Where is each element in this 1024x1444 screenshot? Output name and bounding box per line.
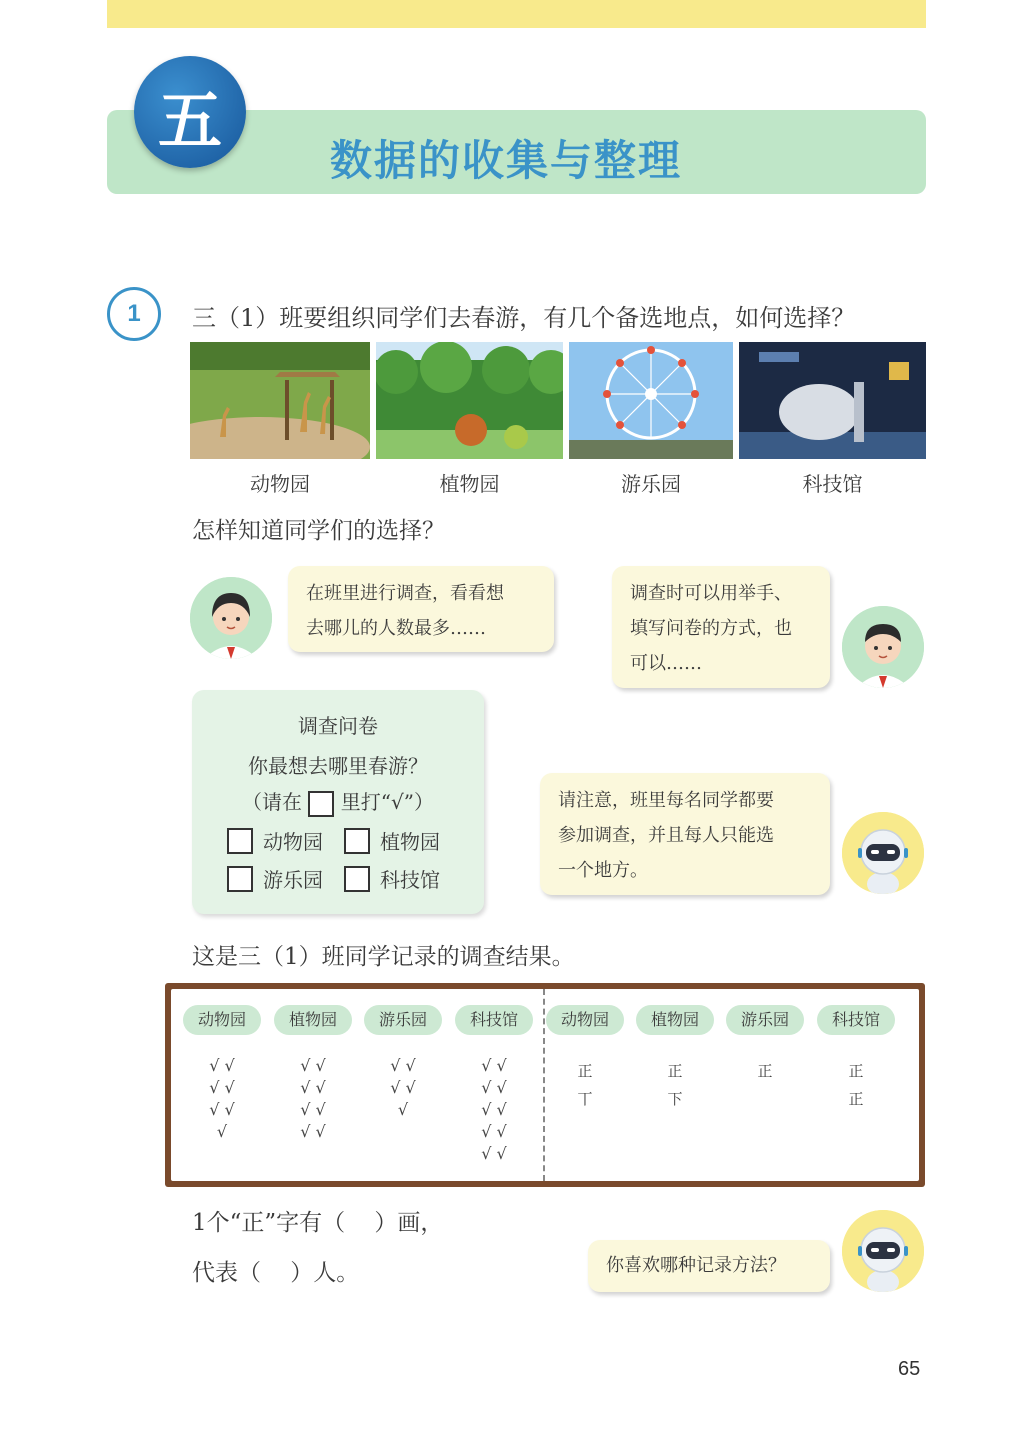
boy-speech-bubble <box>612 566 830 688</box>
survey-instruction <box>192 786 484 817</box>
zheng-header-zoo: 动物园 <box>546 1005 624 1035</box>
zheng-tally-botanical-garden: 正 下 <box>667 1062 683 1108</box>
survey-question: 你最想去哪里春游？ <box>248 754 428 778</box>
chapter-number-badge <box>134 56 246 168</box>
survey-record-board <box>165 983 925 1187</box>
survey-instruction-suffix: 里打“√”） <box>340 790 434 814</box>
robot-avatar <box>842 812 924 894</box>
top-color-strip <box>107 0 926 28</box>
option-label: 科技馆 <box>380 868 440 892</box>
option-checkbox[interactable] <box>227 828 253 854</box>
boy-avatar <box>842 606 924 688</box>
place-label-botanical-garden: 植物园 <box>439 472 500 496</box>
girl-avatar <box>190 577 272 659</box>
survey-questionnaire-card <box>192 690 484 914</box>
robot-note-bubble <box>540 773 830 895</box>
question-number-badge <box>107 287 161 341</box>
option-checkbox[interactable] <box>227 866 253 892</box>
survey-option-amusement-park[interactable] <box>227 864 323 893</box>
zoo-photo <box>190 342 370 459</box>
question-number: 1 <box>127 300 141 327</box>
science-museum-photo <box>739 342 926 459</box>
zheng-header-amusement-park: 游乐园 <box>726 1005 804 1035</box>
zheng-tally-zoo: 正 丅 <box>577 1062 593 1108</box>
zheng-header-botanical-garden: 植物园 <box>636 1005 714 1035</box>
chapter-number: 五 <box>158 84 222 159</box>
record-board-divider <box>543 989 545 1181</box>
checkmark-header-zoo: 动物园 <box>183 1005 261 1035</box>
checkmark-header-amusement-park: 游乐园 <box>364 1005 442 1035</box>
checkmark-tally-science-museum: √ √ √ √ √ √ √ √ √ √ <box>481 1056 507 1163</box>
robot-avatar-bottom <box>842 1210 924 1292</box>
survey-option-botanical-garden[interactable] <box>344 826 440 855</box>
girl-bubble-line-2: 去哪儿的人数最多…… <box>306 618 486 639</box>
place-label-science-museum: 科技馆 <box>802 472 863 496</box>
how-question-text: 怎样知道同学们的选择？ <box>192 518 445 544</box>
record-board-surface <box>171 989 919 1181</box>
girl-speech-bubble <box>288 566 554 652</box>
robot-question-text: 你喜欢哪种记录方法？ <box>606 1255 786 1276</box>
boy-bubble-line-3: 可以…… <box>630 653 702 674</box>
checkmark-header-botanical-garden: 植物园 <box>274 1005 352 1035</box>
checkmark-tally-zoo: √ √ √ √ √ √ √ <box>209 1056 235 1141</box>
zheng-header-science-museum: 科技馆 <box>817 1005 895 1035</box>
checkmark-header-science-museum: 科技馆 <box>455 1005 533 1035</box>
boy-bubble-line-1: 调查时可以用举手、 <box>630 583 792 604</box>
boy-bubble-line-2: 填写问卷的方式，也 <box>630 618 792 639</box>
survey-option-science-museum[interactable] <box>344 864 440 893</box>
option-checkbox[interactable] <box>344 866 370 892</box>
robot-note-line-2: 参加调查，并且每人只能选 <box>558 825 774 846</box>
place-label-amusement-park: 游乐园 <box>621 472 681 496</box>
robot-note-line-1: 请注意，班里每名同学都要 <box>558 790 774 811</box>
option-label: 游乐园 <box>263 868 323 892</box>
robot-note-line-3: 一个地方。 <box>558 860 648 881</box>
page-number: 65 <box>898 1358 921 1380</box>
question-text: 三（1）班要组织同学们去春游，有几个备选地点，如何选择？ <box>192 304 856 332</box>
result-intro-text: 这是三（1）班同学记录的调查结果。 <box>192 944 575 970</box>
checkmark-tally-amusement-park: √ √ √ √ √ <box>390 1056 416 1119</box>
zheng-tally-science-museum: 正 正 <box>848 1062 864 1108</box>
robot-question-bubble <box>588 1240 830 1292</box>
survey-title: 调查问卷 <box>298 714 378 738</box>
survey-instruction-prefix: （请在 <box>242 790 303 814</box>
fill-blank-question-2: 代表（ ）人。 <box>192 1260 360 1286</box>
amusement-park-photo <box>569 342 733 459</box>
option-checkbox[interactable] <box>344 828 370 854</box>
fill-blank-question-1: 1个“正”字有（ ）画， <box>192 1210 444 1236</box>
zheng-tally-amusement-park: 正 <box>757 1062 773 1080</box>
survey-option-zoo[interactable] <box>227 826 323 855</box>
option-label: 植物园 <box>380 830 440 854</box>
instruction-checkbox-icon <box>308 791 334 817</box>
botanical-garden-photo <box>376 342 563 459</box>
option-label: 动物园 <box>263 830 323 854</box>
checkmark-tally-botanical-garden: √ √ √ √ √ √ √ √ <box>300 1056 326 1141</box>
girl-bubble-line-1: 在班里进行调查，看看想 <box>306 583 504 604</box>
chapter-title: 数据的收集与整理 <box>330 136 683 185</box>
place-label-zoo: 动物园 <box>250 472 310 496</box>
